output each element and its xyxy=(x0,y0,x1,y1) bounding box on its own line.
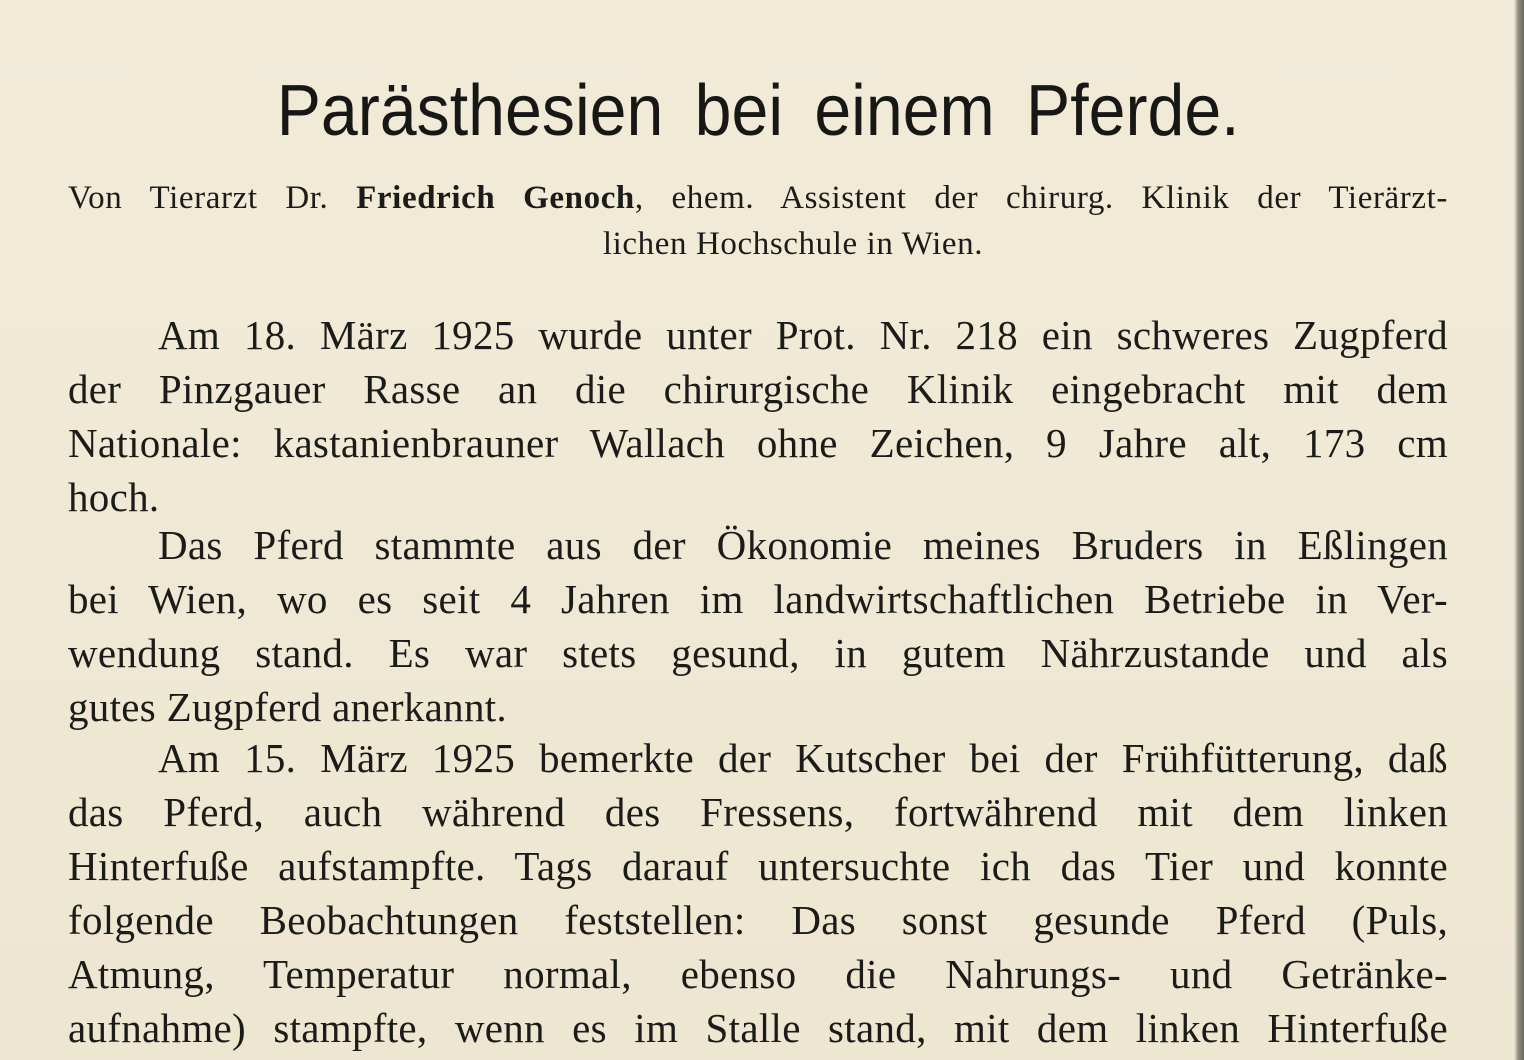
paragraph-line: wendung stand. Es war stets gesund, in gutem Nährzustande und als xyxy=(68,630,1448,676)
byline-author: Friedrich Genoch xyxy=(356,180,635,216)
paragraph-line: das Pferd, auch während des Fressens, fortwährend mit dem linken xyxy=(68,789,1448,835)
paragraph-line: der Pinzgauer Rasse an die chirurgische Klinik eingebracht mit dem xyxy=(68,366,1448,412)
paragraph-line: Hinterfuße aufstampfte. Tags darauf untersuchte ich das Tier und konnte xyxy=(68,843,1448,889)
paragraph-3 xyxy=(68,731,1448,1055)
paragraph-line: Am 15. März 1925 bemerkte der Kutscher bei der Frühfütterung, daß xyxy=(158,735,1448,781)
paragraph-line: Am 18. März 1925 wurde unter Prot. Nr. 218 ein schweres Zugpferd xyxy=(158,312,1448,358)
paragraph-line: hoch. xyxy=(68,474,160,520)
paragraph-line: Nationale: kastanienbrauner Wallach ohne Zeichen, 9 Jahre alt, 173 cm xyxy=(68,420,1448,466)
page-edge-shadow xyxy=(1514,0,1524,1060)
paragraph-line: aufnahme) stampfte, wenn es im Stalle stand, mit dem linken Hinterfuße xyxy=(68,1005,1448,1051)
byline-line-1 xyxy=(68,175,1448,221)
byline-line-2: lichen Hochschule in Wien. xyxy=(602,226,984,262)
byline-suffix: , ehem. Assistent der chirurg. Klinik der Tierärzt- xyxy=(634,180,1448,216)
paragraph-line: gutes Zugpferd anerkannt. xyxy=(68,684,507,730)
paragraph-line: folgende Beobachtungen feststellen: Das sonst gesunde Pferd (Puls, xyxy=(68,897,1448,943)
paragraph-2 xyxy=(68,518,1448,734)
author-byline xyxy=(68,175,1448,267)
paragraph-line: Das Pferd stammte aus der Ökonomie meines Bruders in Eßlingen xyxy=(158,522,1448,568)
paragraph-1 xyxy=(68,308,1448,524)
paragraph-line: bei Wien, wo es seit 4 Jahren im landwirtschaftlichen Betriebe in Ver- xyxy=(68,576,1448,622)
article-title: Parästhesien bei einem Pferde. xyxy=(276,71,1240,151)
paragraph-line: Atmung, Temperatur normal, ebenso die Nahrungs- und Getränke- xyxy=(68,951,1448,997)
byline-prefix: Von Tierarzt Dr. xyxy=(68,180,329,216)
